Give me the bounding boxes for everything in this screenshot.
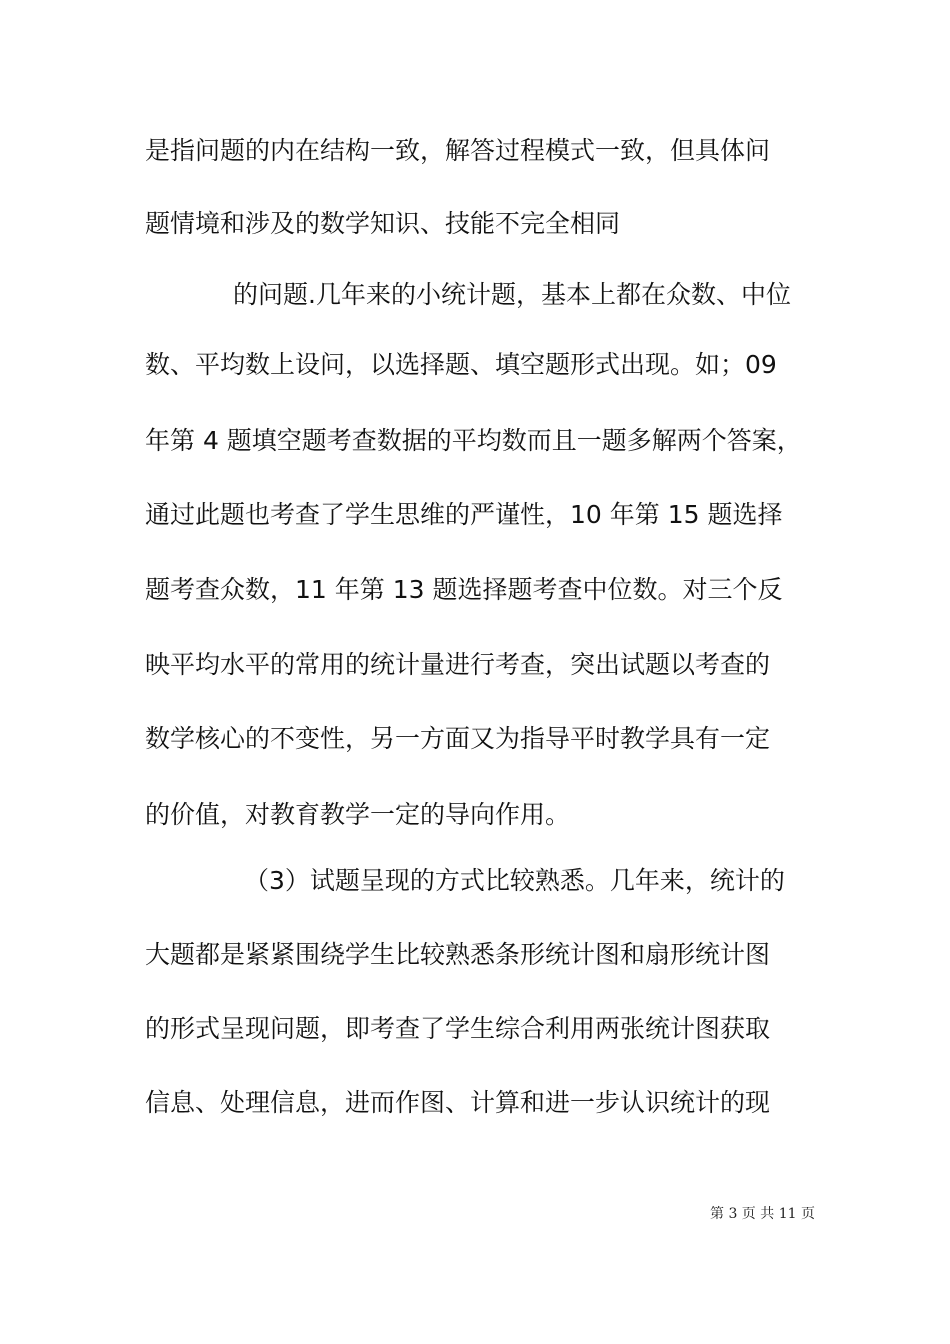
page-number-footer: 第 3 页 共 11 页 — [710, 1206, 815, 1222]
text-line: 映平均水平的常用的统计量进行考查，突出试题以考查的 — [145, 650, 771, 679]
text-line: 信息、处理信息，进而作图、计算和进一步认识统计的现 — [145, 1088, 771, 1117]
text-line: （3）试题呈现的方式比较熟悉。几年来，统计的 — [244, 866, 785, 895]
text-line: 的形式呈现问题，即考查了学生综合利用两张统计图获取 — [145, 1014, 771, 1043]
text-line: 大题都是紧紧围绕学生比较熟悉条形统计图和扇形统计图 — [145, 940, 771, 969]
text-line: 数学核心的不变性，另一方面又为指导平时教学具有一定 — [145, 724, 771, 753]
text-line: 题情境和涉及的数学知识、技能不完全相同 — [145, 209, 621, 238]
text-line: 年第 4 题填空题考查数据的平均数而且一题多解两个答案， — [145, 426, 802, 455]
text-line: 的价值，对教育教学一定的导向作用。 — [145, 800, 571, 829]
text-line: 数、平均数上设问，以选择题、填空题形式出现。如；09 — [145, 350, 777, 379]
text-line: 是指问题的内在结构一致，解答过程模式一致，但具体问 — [145, 136, 771, 165]
text-line: 题考查众数，11 年第 13 题选择题考查中位数。对三个反 — [145, 575, 783, 604]
text-line: 的问题.几年来的小统计题，基本上都在众数、中位 — [233, 280, 791, 309]
text-line: 通过此题也考查了学生思维的严谨性，10 年第 15 题选择 — [145, 500, 783, 529]
